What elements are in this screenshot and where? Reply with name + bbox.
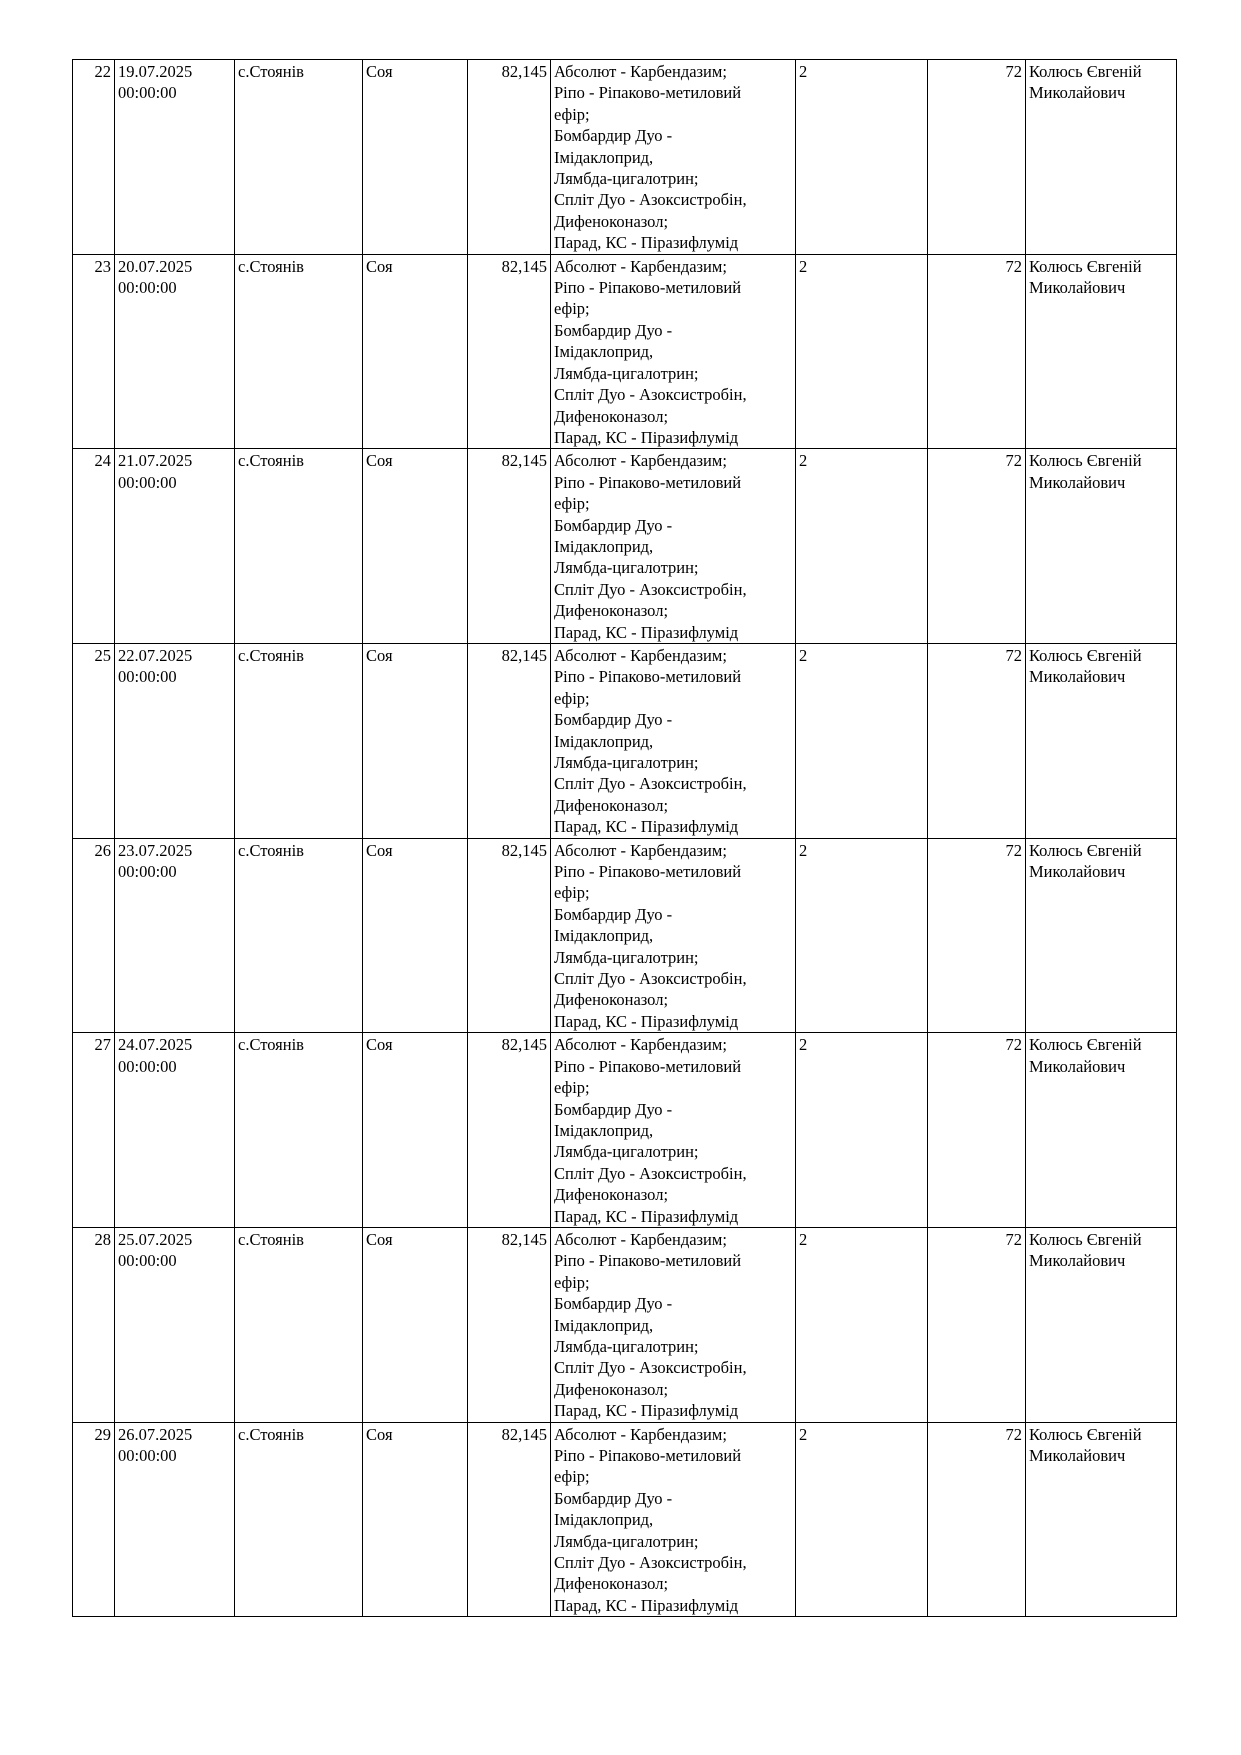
responsible-person-cell: Колюсь Євгеній Миколайович <box>1026 1033 1177 1228</box>
preparation-line: ефір; <box>554 883 590 903</box>
crop-cell: Соя <box>363 1033 468 1228</box>
hazard-class-cell: 2 <box>796 254 928 449</box>
date-value: 25.07.2025 <box>118 1229 193 1249</box>
preparation-line: Ріпо - Ріпаково-метиловий <box>554 472 742 492</box>
table-row <box>73 60 1177 255</box>
preparation-line: Парад, КС - Піразифлумід <box>554 622 739 642</box>
preparation-line: Дифеноконазол; <box>554 1185 669 1205</box>
date-value: 22.07.2025 <box>118 645 193 665</box>
responsible-person-cell: Колюсь Євгеній Миколайович <box>1026 1227 1177 1422</box>
preparation-line: ефір; <box>554 688 590 708</box>
responsible-person-cell: Колюсь Євгеній Миколайович <box>1026 60 1177 255</box>
preparation-line: Лямбда-цигалотрин; <box>554 558 699 578</box>
preparation-line: Парад, КС - Піразифлумід <box>554 427 739 447</box>
row-number-cell: 24 <box>73 449 115 644</box>
crop-cell: Соя <box>363 643 468 838</box>
preparation-line: Спліт Дуо - Азоксистробін, <box>554 774 747 794</box>
preparation-line: Лямбда-цигалотрин; <box>554 947 699 967</box>
time-value: 00:00:00 <box>118 1056 177 1076</box>
hours-cell: 72 <box>928 1227 1026 1422</box>
preparation-line: Імідаклоприд, <box>554 926 654 946</box>
time-value: 00:00:00 <box>118 83 177 103</box>
responsible-person-cell: Колюсь Євгеній Миколайович <box>1026 449 1177 644</box>
responsible-person-cell: Колюсь Євгеній Миколайович <box>1026 1422 1177 1617</box>
preparation-line: Бомбардир Дуо - <box>554 710 673 730</box>
hours-cell: 72 <box>928 838 1026 1033</box>
crop-cell: Соя <box>363 1227 468 1422</box>
hazard-class-cell: 2 <box>796 1422 928 1617</box>
preparation-line: Парад, КС - Піразифлумід <box>554 1595 739 1615</box>
date-value: 23.07.2025 <box>118 840 193 860</box>
crop-cell: Соя <box>363 449 468 644</box>
time-value: 00:00:00 <box>118 472 177 492</box>
row-number-cell: 29 <box>73 1422 115 1617</box>
preparation-line: Бомбардир Дуо - <box>554 515 673 535</box>
preparations-cell <box>551 1227 796 1422</box>
preparation-line: Дифеноконазол; <box>554 795 669 815</box>
preparation-line: Дифеноконазол; <box>554 1379 669 1399</box>
date-cell <box>115 1033 235 1228</box>
responsible-person-cell: Колюсь Євгеній Миколайович <box>1026 838 1177 1033</box>
hazard-class-cell: 2 <box>796 838 928 1033</box>
preparation-line: Парад, КС - Піразифлумід <box>554 233 739 253</box>
table-row <box>73 449 1177 644</box>
crop-cell: Соя <box>363 1422 468 1617</box>
preparation-line: Абсолют - Карбендазим; <box>554 1229 727 1249</box>
preparations-cell <box>551 838 796 1033</box>
hours-cell: 72 <box>928 254 1026 449</box>
preparation-line: Спліт Дуо - Азоксистробін, <box>554 1163 747 1183</box>
preparation-line: Бомбардир Дуо - <box>554 904 673 924</box>
responsible-person-cell: Колюсь Євгеній Миколайович <box>1026 643 1177 838</box>
preparation-line: Бомбардир Дуо - <box>554 320 673 340</box>
area-cell: 82,145 <box>468 1227 551 1422</box>
preparation-line: Лямбда-цигалотрин; <box>554 1531 699 1551</box>
preparation-line: Спліт Дуо - Азоксистробін, <box>554 579 747 599</box>
time-value: 00:00:00 <box>118 1251 177 1271</box>
hours-cell: 72 <box>928 1422 1026 1617</box>
area-cell: 82,145 <box>468 254 551 449</box>
hazard-class-cell: 2 <box>796 60 928 255</box>
preparation-line: Ріпо - Ріпаково-метиловий <box>554 1056 742 1076</box>
preparation-line: ефір; <box>554 1467 590 1487</box>
date-cell <box>115 60 235 255</box>
hazard-class-cell: 2 <box>796 1227 928 1422</box>
village-cell: с.Стоянів <box>235 1227 363 1422</box>
preparation-line: Лямбда-цигалотрин; <box>554 363 699 383</box>
preparation-line: Бомбардир Дуо - <box>554 126 673 146</box>
village-cell: с.Стоянів <box>235 449 363 644</box>
preparation-line: ефір; <box>554 1272 590 1292</box>
crop-cell: Соя <box>363 254 468 449</box>
row-number-cell: 22 <box>73 60 115 255</box>
preparation-line: Абсолют - Карбендазим; <box>554 62 727 81</box>
preparation-line: Абсолют - Карбендазим; <box>554 1424 727 1444</box>
preparation-line: Імідаклоприд, <box>554 147 654 167</box>
village-cell: с.Стоянів <box>235 254 363 449</box>
date-value: 19.07.2025 <box>118 62 193 81</box>
preparations-cell <box>551 1422 796 1617</box>
preparation-line: Дифеноконазол; <box>554 601 669 621</box>
preparation-line: Ріпо - Ріпаково-метиловий <box>554 862 742 882</box>
hours-cell: 72 <box>928 60 1026 255</box>
preparations-cell <box>551 643 796 838</box>
preparation-line: Абсолют - Карбендазим; <box>554 645 727 665</box>
preparation-line: Імідаклоприд, <box>554 1120 654 1140</box>
time-value: 00:00:00 <box>118 1446 177 1465</box>
village-cell: с.Стоянів <box>235 1033 363 1228</box>
preparation-line: ефір; <box>554 1078 590 1098</box>
preparation-line: Ріпо - Ріпаково-метиловий <box>554 278 742 298</box>
preparations-cell <box>551 1033 796 1228</box>
preparation-line: Імідаклоприд, <box>554 1510 654 1530</box>
area-cell: 82,145 <box>468 838 551 1033</box>
row-number-cell: 27 <box>73 1033 115 1228</box>
preparation-line: Ріпо - Ріпаково-метиловий <box>554 1251 742 1271</box>
preparation-line: Парад, КС - Піразифлумід <box>554 817 739 837</box>
preparation-line: Спліт Дуо - Азоксистробін, <box>554 969 747 989</box>
date-cell <box>115 254 235 449</box>
hazard-class-cell: 2 <box>796 449 928 644</box>
preparation-line: Лямбда-цигалотрин; <box>554 753 699 772</box>
preparation-line: Імідаклоприд, <box>554 731 654 751</box>
date-value: 21.07.2025 <box>118 451 193 471</box>
preparation-line: Абсолют - Карбендазим; <box>554 451 727 471</box>
preparation-line: Дифеноконазол; <box>554 406 669 426</box>
row-number-cell: 28 <box>73 1227 115 1422</box>
preparation-line: Ріпо - Ріпаково-метиловий <box>554 667 742 687</box>
crop-cell: Соя <box>363 60 468 255</box>
hours-cell: 72 <box>928 449 1026 644</box>
hazard-class-cell: 2 <box>796 1033 928 1228</box>
preparation-line: Лямбда-цигалотрин; <box>554 1142 699 1162</box>
table-row <box>73 254 1177 449</box>
preparation-line: Бомбардир Дуо - <box>554 1488 673 1508</box>
register-body <box>73 60 1177 1617</box>
preparation-line: Бомбардир Дуо - <box>554 1294 673 1314</box>
preparation-line: ефір; <box>554 104 590 124</box>
area-cell: 82,145 <box>468 449 551 644</box>
row-number-cell: 26 <box>73 838 115 1033</box>
preparation-line: Ріпо - Ріпаково-метиловий <box>554 83 742 103</box>
village-cell: с.Стоянів <box>235 643 363 838</box>
preparation-line: Спліт Дуо - Азоксистробін, <box>554 190 747 210</box>
preparation-line: Парад, КС - Піразифлумід <box>554 1206 739 1226</box>
hours-cell: 72 <box>928 1033 1026 1228</box>
date-value: 24.07.2025 <box>118 1035 193 1055</box>
preparation-line: Парад, КС - Піразифлумід <box>554 1011 739 1031</box>
responsible-person-cell: Колюсь Євгеній Миколайович <box>1026 254 1177 449</box>
table-row <box>73 643 1177 838</box>
date-value: 20.07.2025 <box>118 256 193 276</box>
preparation-line: Дифеноконазол; <box>554 211 669 231</box>
pesticide-register-table <box>72 59 1177 1617</box>
preparation-line: Спліт Дуо - Азоксистробін, <box>554 1358 747 1378</box>
date-cell <box>115 643 235 838</box>
table-row <box>73 838 1177 1033</box>
village-cell: с.Стоянів <box>235 60 363 255</box>
preparation-line: ефір; <box>554 299 590 319</box>
time-value: 00:00:00 <box>118 667 177 687</box>
row-number-cell: 25 <box>73 643 115 838</box>
date-cell <box>115 449 235 644</box>
village-cell: с.Стоянів <box>235 1422 363 1617</box>
preparation-line: Абсолют - Карбендазим; <box>554 256 727 276</box>
crop-cell: Соя <box>363 838 468 1033</box>
time-value: 00:00:00 <box>118 862 177 882</box>
preparation-line: Імідаклоприд, <box>554 536 654 556</box>
preparation-line: Абсолют - Карбендазим; <box>554 1035 727 1055</box>
preparation-line: Спліт Дуо - Азоксистробін, <box>554 385 747 405</box>
preparation-line: Дифеноконазол; <box>554 1574 669 1594</box>
preparation-line: Лямбда-цигалотрин; <box>554 169 699 189</box>
preparation-line: Бомбардир Дуо - <box>554 1099 673 1119</box>
table-row <box>73 1033 1177 1228</box>
date-value: 26.07.2025 <box>118 1424 193 1444</box>
table-row <box>73 1422 1177 1617</box>
village-cell: с.Стоянів <box>235 838 363 1033</box>
preparation-line: Парад, КС - Піразифлумід <box>554 1401 739 1421</box>
area-cell: 82,145 <box>468 1422 551 1617</box>
date-cell <box>115 838 235 1033</box>
hazard-class-cell: 2 <box>796 643 928 838</box>
preparations-cell <box>551 449 796 644</box>
preparation-line: Ріпо - Ріпаково-метиловий <box>554 1446 742 1465</box>
preparations-cell <box>551 60 796 255</box>
time-value: 00:00:00 <box>118 278 177 298</box>
area-cell: 82,145 <box>468 1033 551 1228</box>
date-cell <box>115 1422 235 1617</box>
hours-cell: 72 <box>928 643 1026 838</box>
table-row <box>73 1227 1177 1422</box>
area-cell: 82,145 <box>468 643 551 838</box>
row-number-cell: 23 <box>73 254 115 449</box>
preparation-line: Абсолют - Карбендазим; <box>554 840 727 860</box>
preparation-line: Спліт Дуо - Азоксистробін, <box>554 1553 747 1573</box>
preparation-line: Імідаклоприд, <box>554 342 654 362</box>
preparation-line: Лямбда-цигалотрин; <box>554 1336 699 1356</box>
date-cell <box>115 1227 235 1422</box>
area-cell: 82,145 <box>468 60 551 255</box>
preparation-line: Імідаклоприд, <box>554 1315 654 1335</box>
preparation-line: ефір; <box>554 494 590 514</box>
preparation-line: Дифеноконазол; <box>554 990 669 1010</box>
preparations-cell <box>551 254 796 449</box>
